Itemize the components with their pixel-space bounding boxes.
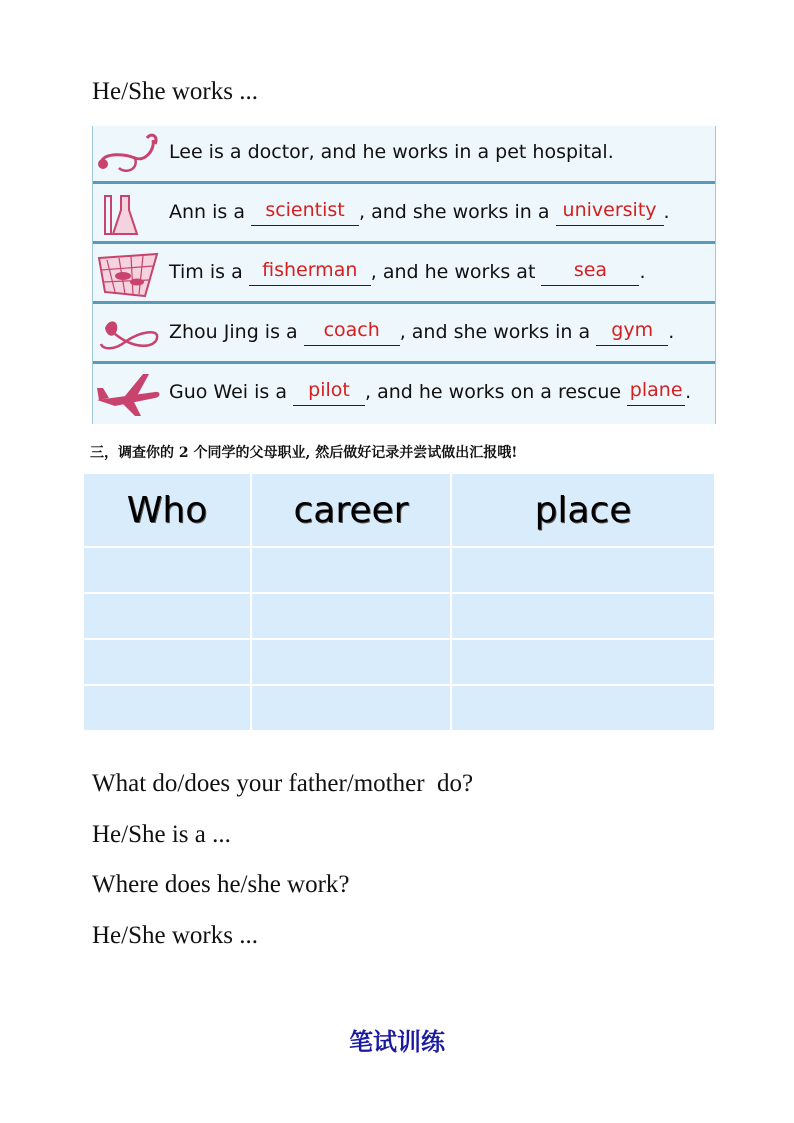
sentence-text: Guo Wei is a pilot , and he works on a rescue plane .	[169, 381, 691, 406]
question-line: Where does he/she work?	[92, 871, 350, 898]
sentence-row	[93, 186, 715, 244]
section-footer-title: 笔试训练	[349, 1027, 445, 1056]
answer-blank: gym	[596, 321, 668, 346]
fishing-net-icon	[95, 250, 161, 300]
sentence-text: Tim is a fisherman , and he works at sea .	[169, 261, 645, 286]
survey-instructions: 三，调查你的 2 个同学的父母职业, 然后做好记录并尝试做出汇报哦!	[90, 445, 518, 461]
table-header-row	[83, 473, 715, 547]
table-cell[interactable]	[251, 685, 451, 731]
table-cell[interactable]	[451, 685, 715, 731]
stethoscope-icon	[95, 130, 161, 180]
table-row	[83, 639, 715, 685]
answer-blank: fisherman	[249, 261, 371, 286]
sentence-row	[93, 306, 715, 364]
table-cell[interactable]	[451, 547, 715, 593]
header-who: Who	[83, 473, 251, 547]
answer-blank: coach	[304, 321, 400, 346]
header-career: career	[251, 473, 451, 547]
table-cell[interactable]	[83, 547, 251, 593]
table-row	[83, 593, 715, 639]
table-cell[interactable]	[251, 593, 451, 639]
table-row	[83, 547, 715, 593]
flask-icon	[95, 190, 161, 240]
table-cell[interactable]	[251, 547, 451, 593]
top-line-text: He/She works ...	[92, 78, 258, 105]
sentence-row	[93, 366, 715, 424]
sentence-text: Lee is a doctor, and he works in a pet hospital.	[169, 141, 614, 163]
sentence-text: Ann is a scientist , and she works in a university .	[169, 201, 670, 226]
answer-blank: pilot	[293, 381, 365, 406]
sentence-row	[93, 126, 715, 184]
whistle-icon	[95, 310, 161, 360]
table-cell[interactable]	[83, 593, 251, 639]
table-cell[interactable]	[451, 639, 715, 685]
survey-table	[82, 472, 716, 732]
sentence-panel	[92, 126, 716, 424]
table-cell[interactable]	[83, 639, 251, 685]
answer-blank: university	[556, 201, 664, 226]
table-cell[interactable]	[451, 593, 715, 639]
answer-blank: sea	[541, 261, 639, 286]
answer-blank: plane	[627, 381, 685, 406]
table-row	[83, 685, 715, 731]
question-line: What do/does your father/mother do?	[92, 770, 474, 797]
answer-blank: scientist	[251, 201, 359, 226]
table-cell[interactable]	[251, 639, 451, 685]
table-cell[interactable]	[83, 685, 251, 731]
sentence-text: Zhou Jing is a coach , and she works in a gym .	[169, 321, 674, 346]
sentence-row	[93, 246, 715, 304]
question-line: He/She is a ...	[92, 821, 231, 848]
question-line: He/She works ...	[92, 922, 258, 949]
airplane-icon	[95, 370, 161, 420]
header-place: place	[451, 473, 715, 547]
